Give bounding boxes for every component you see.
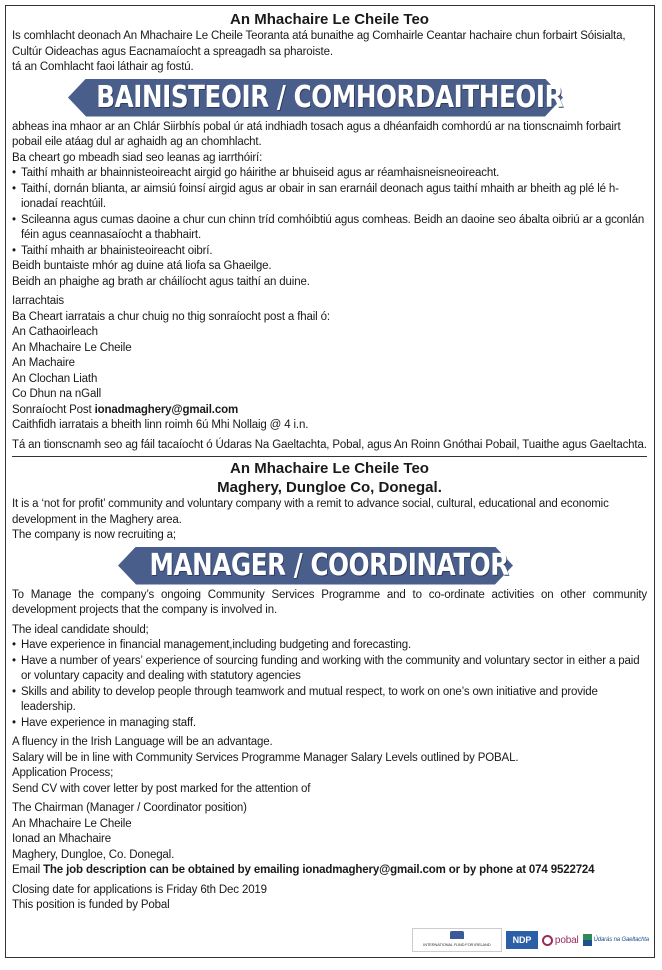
english-bonus: A fluency in the Irish Language will be an advantage.: [12, 736, 273, 748]
udaras-logo-text: Údarás na Gaeltachta: [593, 936, 649, 943]
irish-banner-text: BAINISTEOIR / COMHORDAITHEOIR: [96, 79, 563, 115]
english-address-line: Maghery, Dungloe, Co. Donegal.: [12, 848, 175, 861]
irish-bonus: Beidh buntaiste mhór ag duine atá liofa sa Ghaeilge.: [12, 260, 272, 272]
irish-banner: [12, 79, 647, 117]
list-item: • Taithí mhaith ar bhainnisteoireacht airgid go háirithe ar bhuiseid agus ar réamhaisneisneoireacht.: [12, 166, 647, 182]
list-item: • Scileanna agus cumas daoine a chur cun chinn tríd comhóibtiú agus comheas. Beidh an daoine seo ábalta oibriú ar a gconlán féin agus ceannasaíocht a thabhairt.: [12, 213, 647, 244]
english-email-line: [12, 863, 647, 879]
english-deadline: Closing date for applications is Friday 6th Dec 2019: [12, 883, 267, 896]
english-role: To Manage the company’s ongoing Community Services Programme and to co-ordinate activities on other community development projects that the company is involved in.: [12, 588, 647, 616]
irish-intro-1: Is comhlacht deonach An Mhachaire Le Cheile Teoranta atá bunaithe ag Comhairle Ceantar hachaire chun forbairt Sóisialta, Cultúr Oideachas agus Eacnamaíocht a spreagadh sa pharoiste.: [12, 30, 626, 58]
irish-role: abheas ina mhaor ar an Chlár Siirbhís pobal úr atá indhiadh tosach agus a dhéanfaidh comhordú ar na tionscnaimh forbairt pobail eile atáag dul ar aghaidh ag an chomhlacht.: [12, 120, 621, 148]
irish-email-link[interactable]: ionadmaghery@gmail.com: [94, 403, 239, 416]
ifi-mark-icon: [450, 931, 464, 939]
irish-requirements-list: [12, 166, 647, 259]
ifi-logo: [412, 928, 502, 952]
irish-funding: Tá an tionscnamh seo ag fáil tacaíocht ó Údaras Na Gaeltachta, Pobal, agus An Roinn Gnóthai Pobail, Tuaithe agus Gaeltachta.: [12, 438, 647, 451]
udaras-logo: [583, 934, 649, 946]
english-apply-heading: Application Process;: [12, 767, 114, 779]
english-funding: This position is funded by Pobal: [12, 899, 170, 911]
irish-address-line: An Cathaoirleach: [12, 326, 98, 338]
english-email-text[interactable]: The job description can be obtained by emailing ionadmaghery@gmail.com or by phone at 074 9522724: [43, 864, 595, 876]
pobal-logo: [542, 935, 579, 946]
english-address-line: The Chairman (Manager / Coordinator position): [12, 802, 247, 814]
irish-address-line: An Clochan Liath: [12, 372, 98, 385]
irish-email-line: [12, 403, 647, 419]
list-item: • Have a number of years’ experience of sourcing funding and working with the community and voluntary sector in either a paid or voluntary capacity and dealing with statutory agencies: [12, 654, 647, 685]
english-intro-1: It is a ‘not for profit’ community and voluntary company with a remit to advance social, cultural, educational and economic development in the Maghery area.: [12, 498, 609, 526]
ndp-logo: [506, 931, 538, 949]
english-apply-intro: Send CV with cover letter by post marked for the attention of: [12, 782, 311, 795]
irish-requirements-intro: Ba cheart go mbeadh siad seo leanas ag iarrthóirí:: [12, 151, 263, 164]
english-intro-2: The company is now recruiting a;: [12, 529, 176, 541]
english-address-line: Ionad an Mhachaire: [12, 833, 111, 845]
ndp-logo-text: NDP: [512, 934, 532, 945]
funder-logos: [412, 928, 649, 952]
english-title: An Mhachaire Le Cheile Teo: [230, 460, 429, 477]
list-item: • Taithí, dornán blianta, ar aimsiú foinsí airgid agus ar obair in san erarnáil deonach agus taithí mhaith ar bheith ag plé lé h-ionadaí reachtúil.: [12, 182, 647, 213]
english-salary: Salary will be in line with Community Services Programme Manager Salary Levels outlined by POBAL.: [12, 751, 519, 764]
irish-intro-2: tá an Comhlacht faoi láthair ag fostú.: [12, 61, 194, 73]
english-banner: [12, 547, 647, 585]
list-item: • Taithí mhaith ar bhainisteoireacht oibrí.: [12, 244, 647, 260]
english-address-line: An Mhachaire Le Cheile: [12, 817, 132, 830]
english-banner-text: MANAGER / COORDINATOR: [149, 547, 510, 583]
english-email-label: Email: [12, 864, 41, 876]
irish-apply-intro: Ba Cheart iarratais a chur chuig no thig sonraíocht post a fhail ó:: [12, 310, 330, 323]
section-divider: [12, 456, 647, 457]
irish-apply-heading: Iarrachtais: [12, 295, 65, 307]
irish-salary: Beidh an phaighe ag brath ar cháilíocht agus taithí an duine.: [12, 275, 310, 288]
list-item: • Have experience in financial management,including budgeting and forecasting.: [12, 638, 647, 654]
irish-email-label: Sonraíocht Post: [12, 403, 92, 416]
irish-address-line: An Mhachaire Le Cheile: [12, 341, 132, 354]
irish-deadline: Caithfidh iarratais a bheith linn roimh 6ú Mhi Nollaig @ 4 i.n.: [12, 419, 309, 431]
english-requirements-list: [12, 638, 647, 731]
list-item: • Skills and ability to develop people through teamwork and mutual respect, to work on one’s own initiative and provide leadership.: [12, 685, 647, 716]
irish-address-line: An Machaire: [12, 357, 75, 369]
list-item: • Have experience in managing staff.: [12, 716, 647, 732]
english-subtitle: Maghery, Dungloe Co, Donegal.: [217, 479, 442, 496]
ifi-logo-text: INTERNATIONAL FUND FOR IRELAND: [423, 942, 491, 947]
irish-title: An Mhachaire Le Cheile Teo: [230, 11, 429, 28]
udaras-mark-icon: [583, 934, 592, 946]
english-requirements-intro: The ideal candidate should;: [12, 623, 149, 636]
advert-page: [5, 5, 655, 958]
irish-address-line: Co Dhun na nGall: [12, 388, 102, 400]
pobal-mark-icon: [542, 935, 553, 946]
pobal-logo-text: pobal: [554, 934, 579, 946]
